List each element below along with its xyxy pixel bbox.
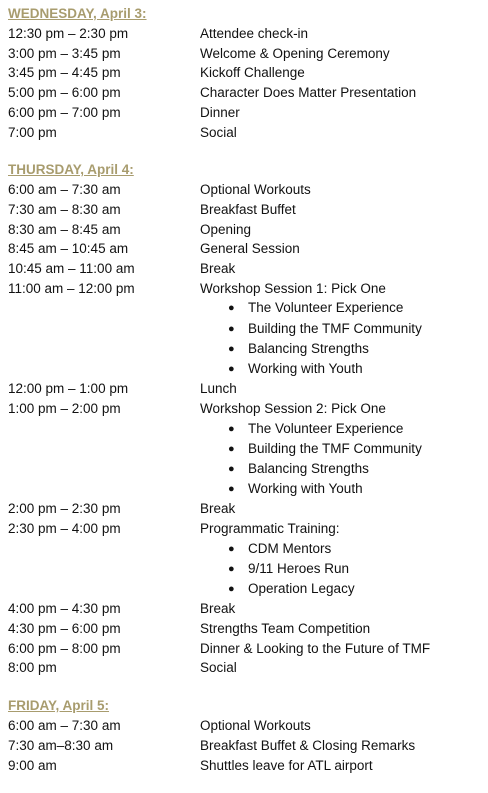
schedule-row [8, 716, 484, 736]
time-slot: 2:00 pm – 2:30 pm [8, 501, 121, 517]
option-label: Balancing Strengths [248, 340, 369, 356]
time-slot: 12:30 pm – 2:30 pm [8, 26, 129, 41]
activity: Break [200, 261, 236, 277]
workshop-options-list [224, 298, 484, 379]
option-item [224, 339, 484, 359]
schedule-row [8, 259, 484, 279]
option-item [224, 319, 484, 339]
time-slot: 9:00 am [8, 757, 57, 773]
option-label: 9/11 Heroes Run [248, 560, 350, 576]
activity: Break [200, 601, 236, 617]
option-item [224, 359, 484, 379]
schedule-row [8, 24, 484, 44]
activity: Strengths Team Competition [200, 621, 371, 637]
option-item [224, 459, 484, 479]
day-heading: WEDNESDAY, April 3: [8, 6, 147, 21]
time-slot: 8:30 am – 8:45 am [8, 221, 121, 237]
bullet-icon: ● [228, 562, 235, 575]
activity: Character Does Matter Presentation [200, 85, 417, 101]
activity: Dinner & Looking to the Future of TMF [200, 640, 431, 656]
schedule-row [8, 736, 484, 756]
option-label: The Volunteer Experience [248, 420, 404, 436]
activity: Optional Workouts [200, 182, 311, 198]
schedule-row [8, 756, 484, 776]
activity: Kickoff Challenge [200, 65, 305, 81]
option-label: The Volunteer Experience [248, 300, 404, 316]
time-slot: 12:00 pm – 1:00 pm [8, 381, 129, 397]
option-item [224, 298, 484, 318]
time-slot: 6:00 pm – 7:00 pm [8, 104, 121, 120]
day-heading: FRIDAY, April 5: [8, 698, 110, 714]
activity: Workshop Session 2: Pick One [200, 400, 386, 416]
bullet-icon: ● [228, 462, 235, 475]
activity: Opening [200, 221, 252, 237]
option-label: Building the TMF Community [248, 320, 422, 336]
time-slot: 1:00 pm – 2:00 pm [8, 400, 121, 416]
schedule-row [8, 639, 484, 659]
option-label: Building the TMF Community [248, 440, 422, 456]
schedule-row [8, 619, 484, 639]
option-label: CDM Mentors [248, 540, 332, 556]
activity: Shuttles leave for ATL airport [200, 757, 373, 773]
day-wednesday [8, 4, 484, 142]
activity: Breakfast Buffet & Closing Remarks [200, 737, 416, 753]
activity: Social [200, 660, 237, 676]
bullet-icon: ● [228, 442, 235, 455]
activity: Optional Workouts [200, 718, 311, 734]
option-item [224, 559, 484, 579]
bullet-icon: ● [228, 322, 235, 335]
schedule-row [8, 44, 484, 64]
day-thursday [8, 160, 484, 678]
bullet-icon: ● [228, 583, 235, 596]
time-slot: 3:00 pm – 3:45 pm [8, 45, 121, 61]
activity: Lunch [200, 381, 237, 397]
option-label: Working with Youth [248, 361, 363, 376]
time-slot: 7:30 am – 8:30 am [8, 201, 121, 217]
option-label: Working with Youth [248, 481, 363, 497]
activity: Attendee check-in [200, 26, 309, 41]
workshop-options-list [224, 419, 484, 500]
schedule-document [8, 4, 484, 793]
activity: General Session [200, 241, 300, 257]
time-slot: 8:00 pm [8, 660, 57, 676]
time-slot: 11:00 am – 12:00 pm [8, 280, 135, 296]
time-slot: 5:00 pm – 6:00 pm [8, 85, 121, 101]
schedule-row [8, 519, 484, 539]
option-item [224, 439, 484, 459]
schedule-row [8, 399, 484, 419]
option-label: Balancing Strengths [248, 460, 369, 476]
activity: Welcome & Opening Ceremony [200, 45, 390, 61]
training-options-list [224, 539, 484, 600]
time-slot: 10:45 am – 11:00 am [8, 261, 135, 277]
schedule-row [8, 103, 484, 123]
time-slot: 4:00 pm – 4:30 pm [8, 601, 121, 617]
schedule-row [8, 180, 484, 200]
time-slot: 7:30 am–8:30 am [8, 737, 114, 753]
option-item [224, 539, 484, 559]
day-heading: THURSDAY, April 4: [8, 162, 134, 178]
time-slot: 6:00 pm – 8:00 pm [8, 640, 121, 656]
activity: Dinner [200, 104, 240, 120]
time-slot: 4:30 pm – 6:00 pm [8, 621, 121, 637]
option-item [224, 579, 484, 599]
schedule-row [8, 658, 484, 678]
schedule-row [8, 379, 484, 399]
option-item [224, 419, 484, 439]
schedule-row [8, 83, 484, 103]
activity: Break [200, 501, 236, 517]
activity: Breakfast Buffet [200, 201, 296, 217]
option-label: Operation Legacy [248, 581, 355, 597]
time-slot: 2:30 pm – 4:00 pm [8, 521, 121, 537]
bullet-icon: ● [228, 363, 235, 375]
time-slot: 7:00 pm [8, 124, 57, 140]
schedule-row [8, 220, 484, 240]
schedule-row [8, 599, 484, 619]
activity: Programmatic Training: [200, 521, 340, 537]
schedule-row [8, 123, 484, 143]
bullet-icon: ● [228, 483, 235, 496]
activity: Social [200, 124, 237, 140]
schedule-row [8, 63, 484, 83]
time-slot: 6:00 am – 7:30 am [8, 182, 121, 198]
option-item [224, 479, 484, 499]
schedule-row [8, 279, 484, 299]
time-slot: 6:00 am – 7:30 am [8, 718, 121, 734]
bullet-icon: ● [228, 542, 235, 555]
time-slot: 8:45 am – 10:45 am [8, 241, 129, 257]
day-friday [8, 696, 484, 775]
bullet-icon: ● [228, 302, 235, 315]
bullet-icon: ● [228, 422, 235, 435]
schedule-row [8, 200, 484, 220]
bullet-icon: ● [228, 342, 235, 355]
schedule-row [8, 239, 484, 259]
time-slot: 3:45 pm – 4:45 pm [8, 65, 121, 81]
schedule-row [8, 499, 484, 519]
activity: Workshop Session 1: Pick One [200, 280, 386, 296]
